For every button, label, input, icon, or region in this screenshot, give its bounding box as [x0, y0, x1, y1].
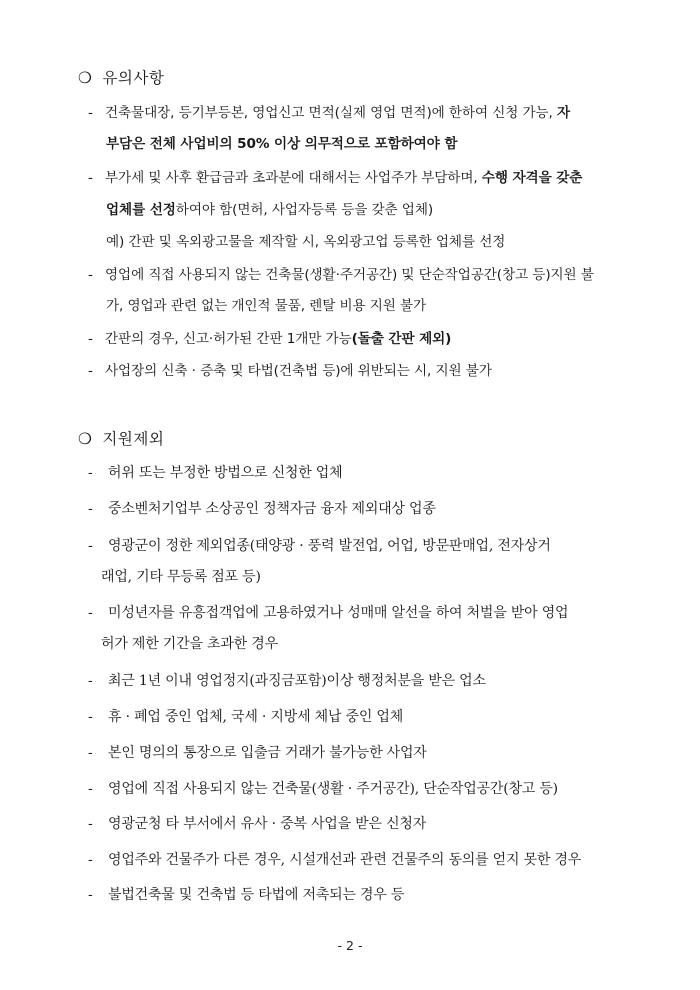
exclusion-item-3-cont: 래업, 기타 무등록 점포 등) [101, 569, 261, 585]
exclusion-item-4-cont: 허가 제한 기간을 초과한 경우 [101, 636, 278, 652]
notes-item-2: - 부가세 및 사후 환급금과 초과분에 대해서는 사업주가 부담하며, 수행 자격을 갖춘 [88, 170, 583, 186]
circle-bullet-icon: ❍ [78, 430, 93, 448]
exclusion-item-7: - 본인 명의의 통장으로 입출금 거래가 불가능한 사업자 [88, 745, 427, 761]
section-title-exclusions [78, 427, 164, 449]
section-title-text: 지원제외 [102, 430, 165, 448]
section-title-text: 유의사항 [102, 69, 165, 87]
exclusion-item-3: - 영광군이 정한 제외업종(태양광 · 풍력 발전업, 어업, 방문판매업, 전자상거 [88, 538, 551, 554]
exclusion-item-6: - 휴 · 폐업 중인 업체, 국세 · 지방세 체납 중인 업체 [88, 709, 404, 725]
notes-item-2-cont: 업체를 선정하여야 함(면허, 사업자등록 등을 갖춘 업체) [106, 202, 434, 218]
notes-item-1: - 건축물대장, 등기부등본, 영업신고 면적(실제 영업 면적)에 한하여 신청 가능, 자 [88, 105, 571, 121]
notes-item-2-example: 예) 간판 및 옥외광고물을 제작할 시, 옥외광고업 등록한 업체를 선정 [106, 234, 506, 250]
notes-item-3: - 영업에 직접 사용되지 않는 건축물(생활·주거공간) 및 단순작업공간(창고 등)지원 불 [88, 267, 594, 283]
exclusion-item-11: - 불법건축물 및 건축법 등 타법에 저촉되는 경우 등 [88, 887, 405, 903]
notes-item-1-cont: 부담은 전체 사업비의 50% 이상 의무적으로 포함하여야 함 [106, 136, 458, 152]
exclusion-item-5: - 최근 1년 이내 영업정지(과징금포함)이상 행정처분을 받은 업소 [88, 673, 486, 689]
exclusion-item-1: - 허위 또는 부정한 방법으로 신청한 업체 [88, 465, 343, 481]
notes-item-4: - 간판의 경우, 신고·허가된 간판 1개만 가능(돌출 간판 제외) [88, 331, 452, 347]
circle-bullet-icon: ❍ [78, 69, 93, 87]
exclusion-item-10: - 영업주와 건물주가 다른 경우, 시설개선과 관련 건물주의 동의를 얻지 못한 경우 [88, 852, 582, 868]
section-title-notes [78, 66, 164, 88]
exclusion-item-9: - 영광군청 타 부서에서 유사 · 중복 사업을 받은 신청자 [88, 816, 427, 832]
notes-item-3-cont: 가, 영업과 관련 없는 개인적 물품, 렌탈 비용 지원 불가 [106, 298, 427, 314]
exclusion-item-2: - 중소벤처기업부 소상공인 정책자금 융자 제외대상 업종 [88, 501, 436, 517]
notes-item-5: - 사업장의 신축 · 증축 및 타법(건축법 등)에 위반되는 시, 지원 불가 [88, 363, 492, 379]
exclusion-item-4: - 미성년자를 유흥접객업에 고용하였거나 성매매 알선을 하여 처벌을 받아 영업 [88, 605, 569, 621]
exclusion-item-8: - 영업에 직접 사용되지 않는 건축물(생활 · 주거공간), 단순작업공간(창고 등) [88, 781, 558, 797]
page-number: - 2 - [337, 938, 363, 953]
